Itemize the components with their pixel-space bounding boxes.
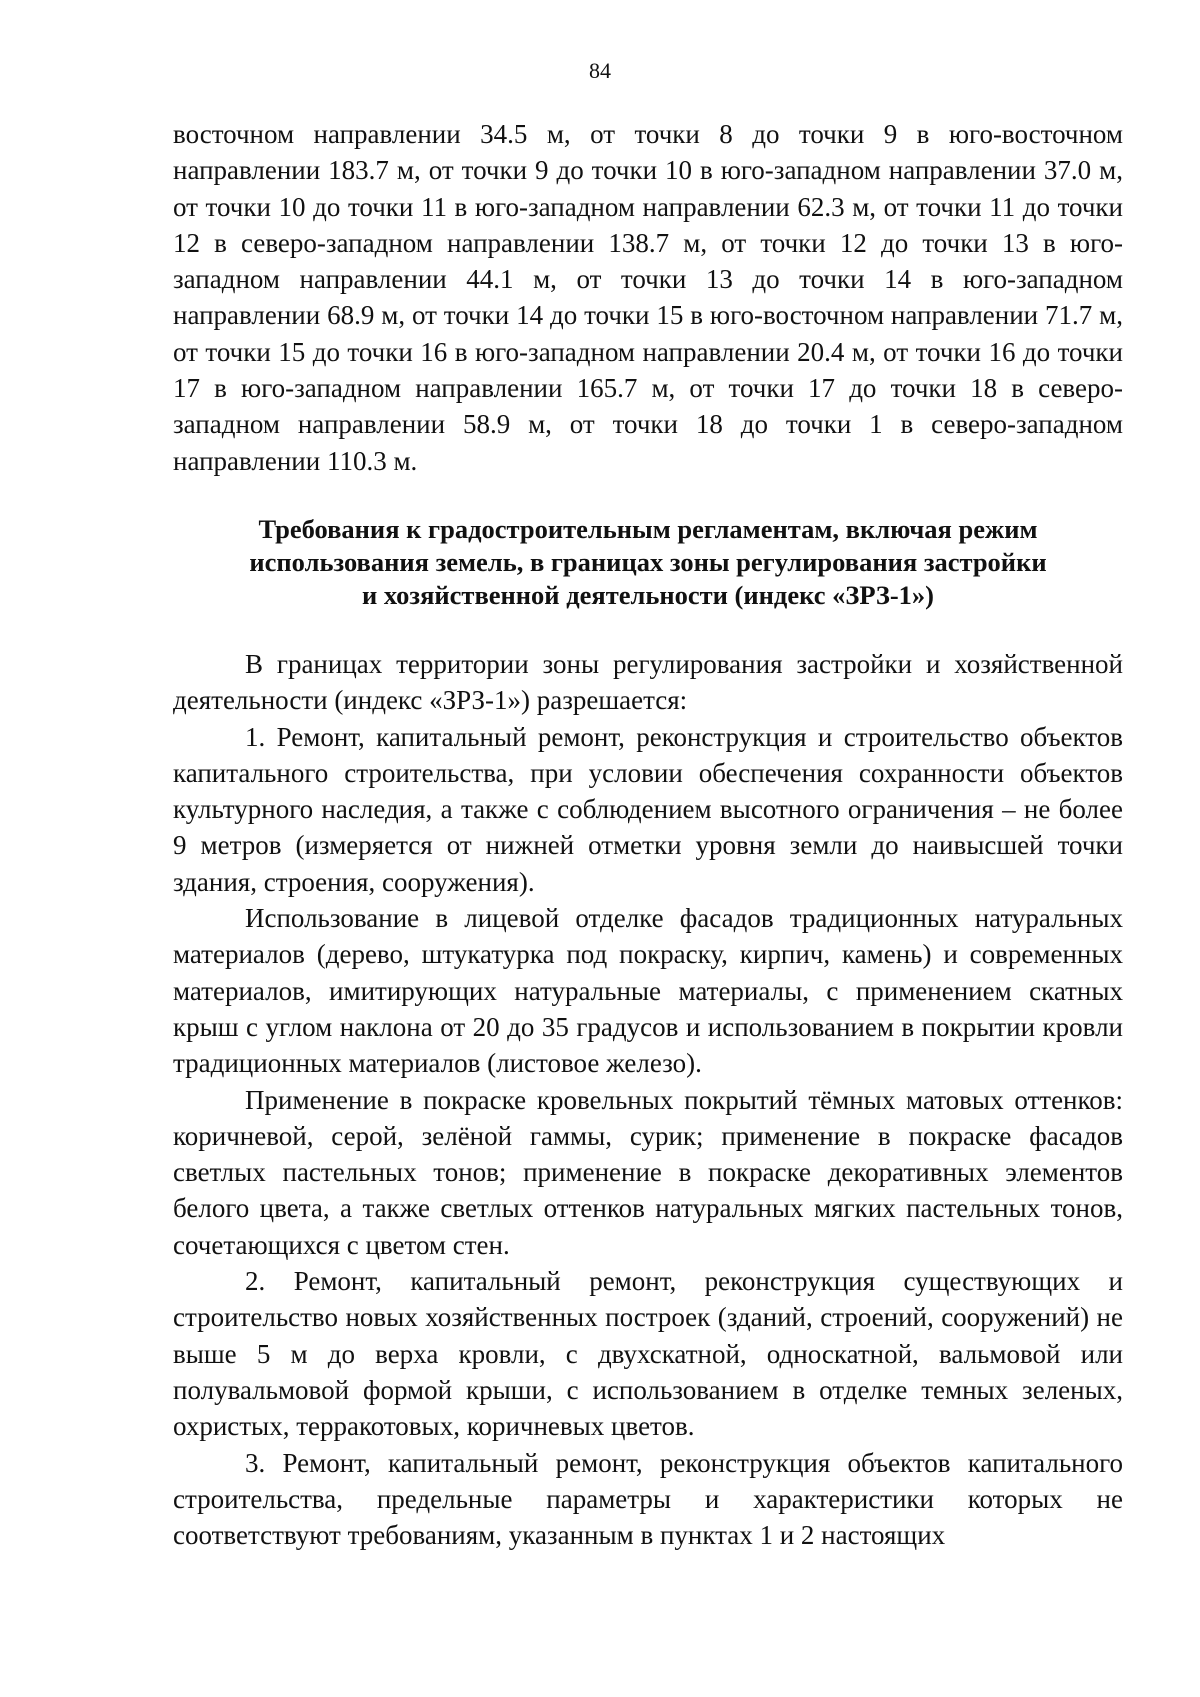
section-heading-line-2: использования земель, в границах зоны регулирования застройки	[249, 546, 1047, 577]
paragraph-item-1: 1. Ремонт, капитальный ремонт, реконструкция и строительство объектов капитального строительства, при условии обеспечения сохранности объектов культурного наследия, а также с соблюдением высотного ограничения – не более 9 метров (измеряется от нижней отметки уровня земли до наивысшей точки здания, строения, сооружения).	[173, 721, 1123, 897]
page-content	[173, 116, 1123, 1553]
section-heading-line-1: Требования к градостроительным регламентам, включая режим	[258, 513, 1038, 544]
paragraph-paint-colors: Применение в покраске кровельных покрытий тёмных матовых оттенков: коричневой, серой, зелёной гаммы, сурик; применение в покраске фасадов светлых пастельных тонов; применение в покраске декоративных элементов белого цвета, а также светлых оттенков натуральных мягких пастельных тонов, сочетающихся с цветом стен.	[173, 1084, 1123, 1260]
paragraph-facade-materials: Использование в лицевой отделке фасадов традиционных натуральных материалов (дерево, штукатурка под покраску, кирпич, камень) и современных материалов, имитирующих натуральные материалы, с применением скатных крыш с углом наклона от 20 до 35 градусов и использованием в покрытии кровли традиционных материалов (листовое железо).	[173, 903, 1123, 1079]
page-number: 84	[589, 58, 611, 83]
section-heading	[173, 513, 1123, 612]
paragraph-item-2: 2. Ремонт, капитальный ремонт, реконструкция существующих и строительство новых хозяйственных построек (зданий, строений, сооружений) не выше 5 м до верха кровли, с двухскатной, односкатной, вальмовой или полувальмовой формой крыши, с использованием в отделке темных зеленых, охристых, терракотовых, коричневых цветов.	[173, 1266, 1123, 1442]
paragraph-permitted-intro: В границах территории зоны регулирования застройки и хозяйственной деятельности (индекс «ЗРЗ-1») разрешается:	[173, 648, 1123, 716]
paragraph-item-3: 3. Ремонт, капитальный ремонт, реконструкция объектов капитального строительства, предельные параметры и характеристики которых не соответствуют требованиям, указанным в пунктах 1 и 2 настоящих	[173, 1447, 1123, 1551]
intro-paragraph: восточном направлении 34.5 м, от точки 8 до точки 9 в юго-восточном направлении 183.7 м, от точки 9 до точки 10 в юго-западном направлении 37.0 м, от точки 10 до точки 11 в юго-западном направлении 62.3 м, от точки 11 до точки 12 в северо-западном направлении 138.7 м, от точки 12 до точки 13 в юго-западном направлении 44.1 м, от точки 13 до точки 14 в юго-западном направлении 68.9 м, от точки 14 до точки 15 в юго-восточном направлении 71.7 м, от точки 15 до точки 16 в юго-западном направлении 20.4 м, от точки 16 до точки 17 в юго-западном направлении 165.7 м, от точки 17 до точки 18 в северо-западном направлении 58.9 м, от точки 18 до точки 1 в северо-западном направлении 110.3 м.	[173, 119, 1123, 476]
section-heading-line-3: и хозяйственной деятельности (индекс «ЗРЗ-1»)	[362, 579, 934, 610]
